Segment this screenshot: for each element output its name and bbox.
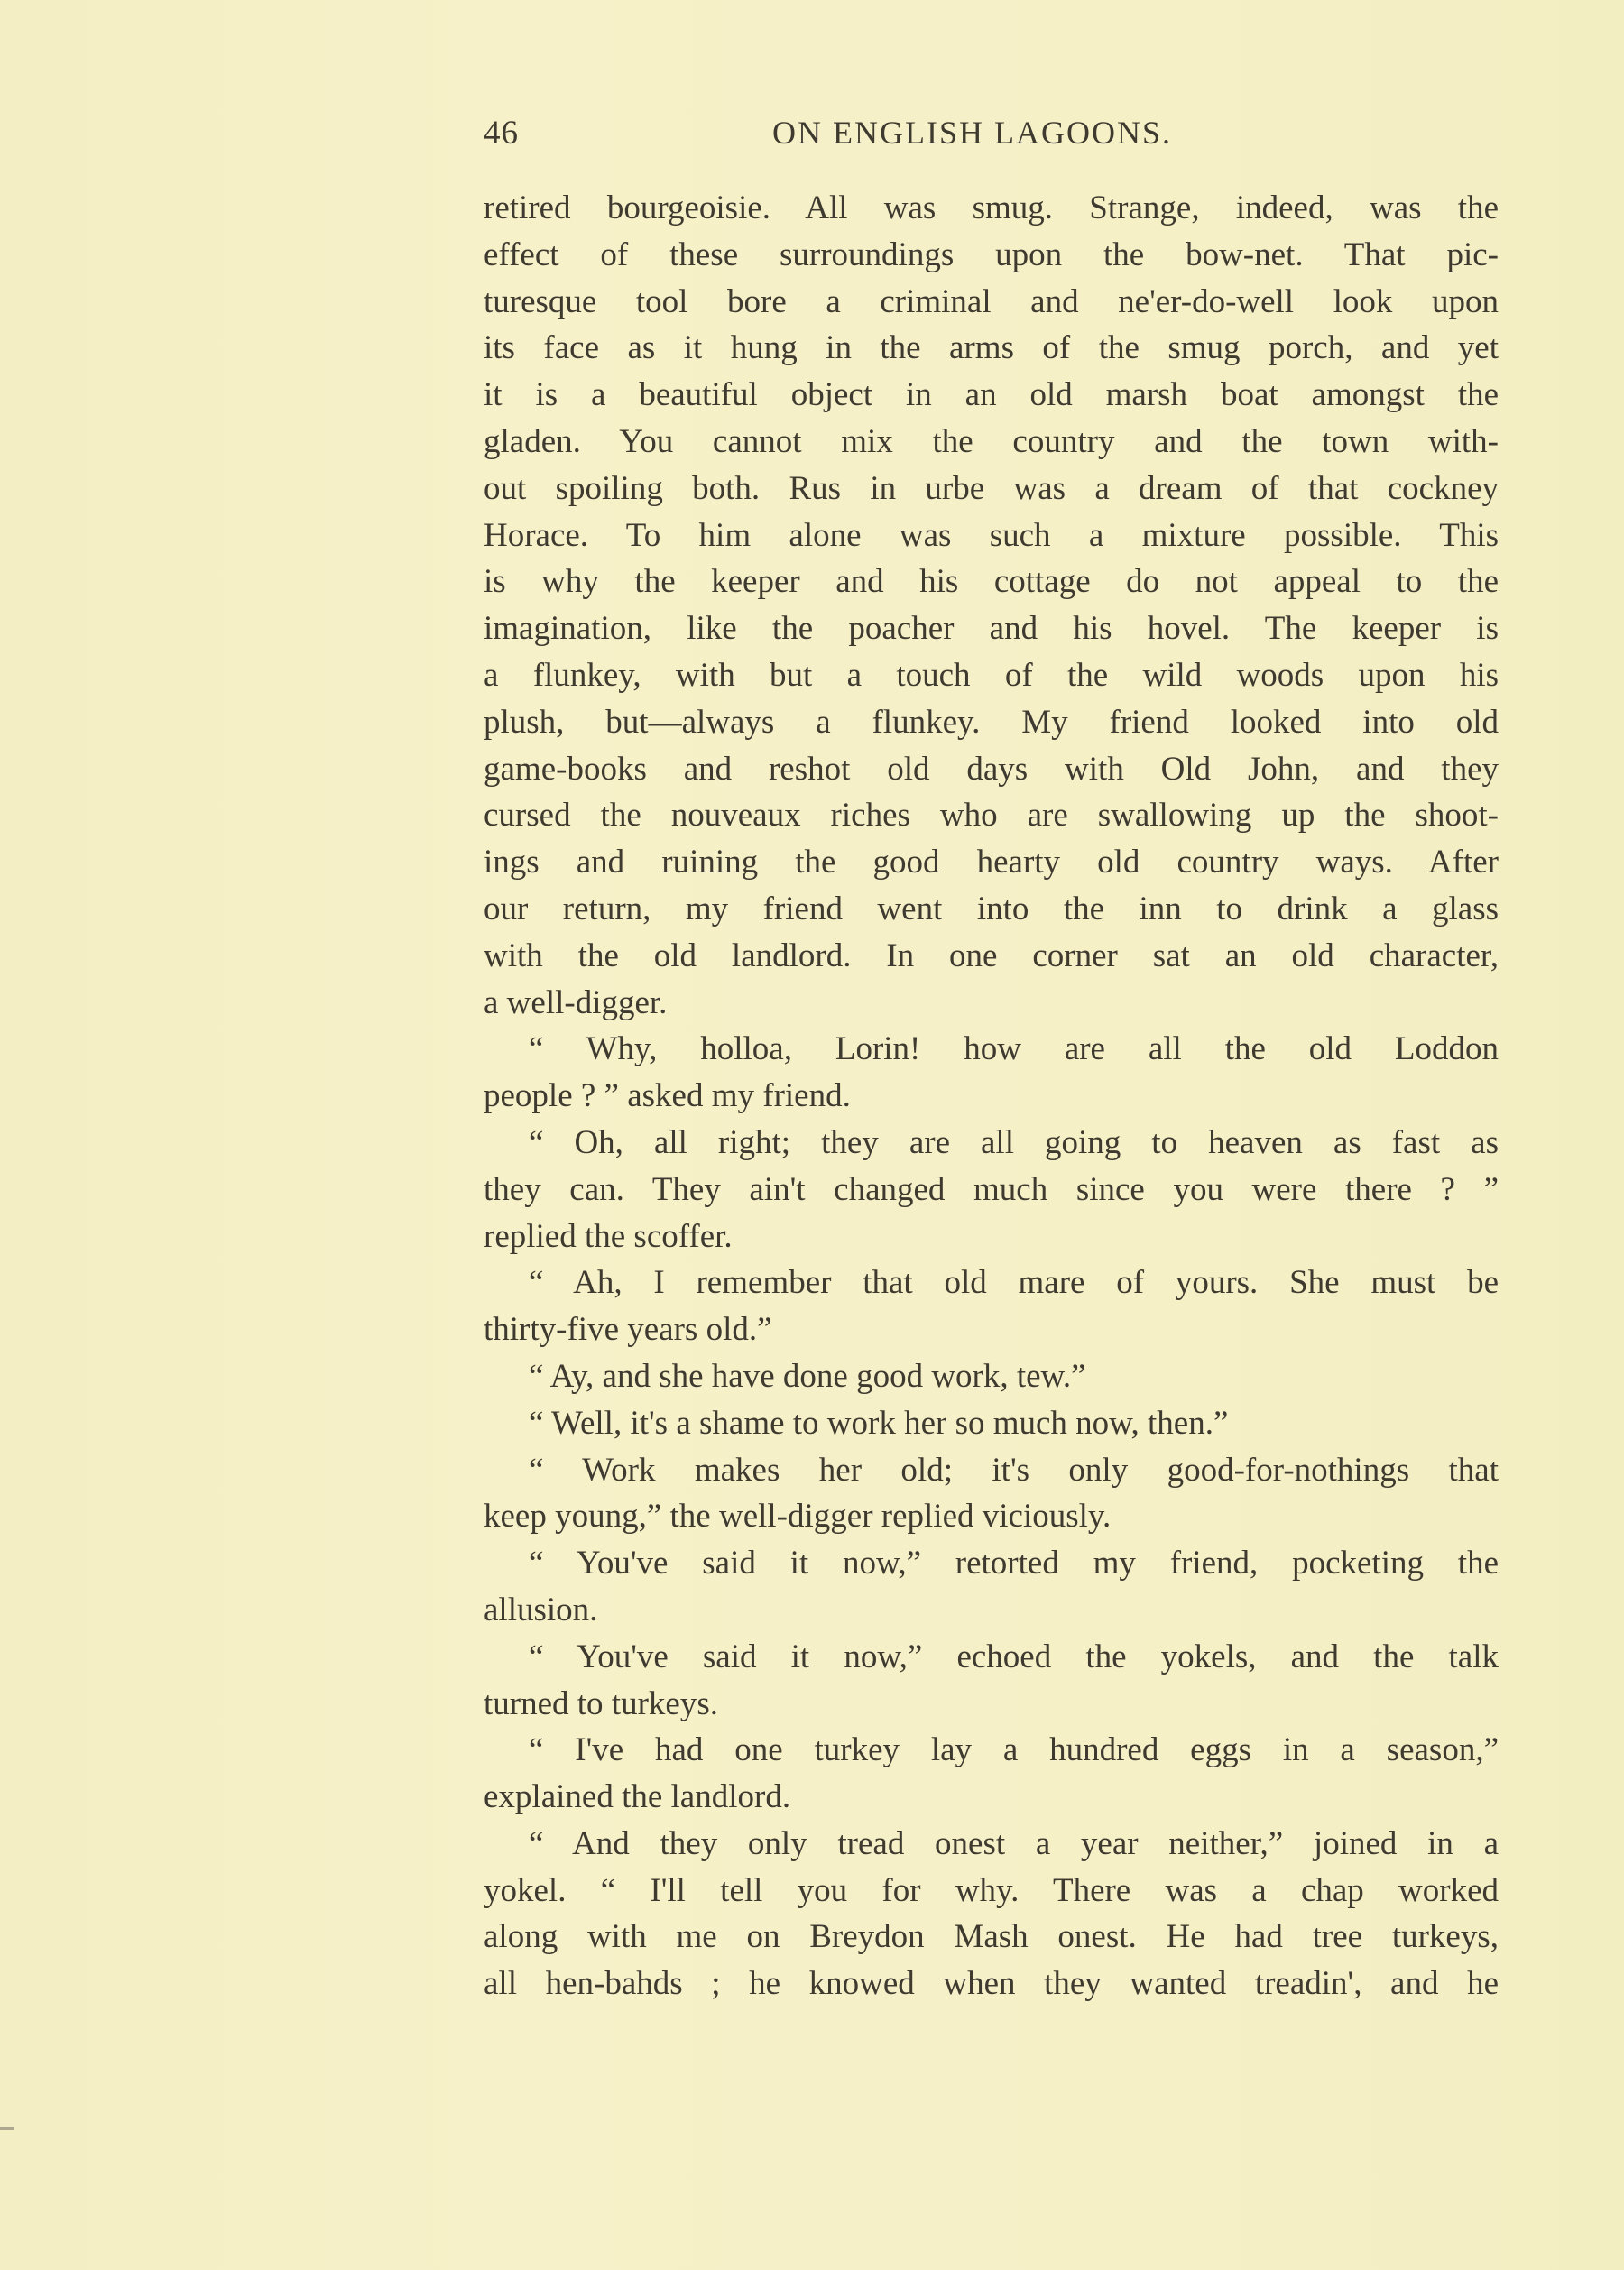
text-line: game-books and reshot old days with Old John, and they xyxy=(484,750,1499,788)
text-line: yokel. “ I'll tell you for why. There was a chap worked xyxy=(484,1871,1499,1909)
text-line: “ Well, it's a shame to work her so much now, then.” xyxy=(529,1404,1229,1442)
text-line: “ And they only tread onest a year neither,” joined in a xyxy=(529,1824,1499,1862)
text-line: turned to turkeys. xyxy=(484,1684,718,1722)
text-line: keep young,” the well-digger replied viciously. xyxy=(484,1498,1112,1536)
text-line: “ Work makes her old; it's only good-for-nothings that xyxy=(529,1451,1499,1489)
text-line: allusion. xyxy=(484,1591,598,1629)
text-line: “ Ah, I remember that old mare of yours. She must be xyxy=(529,1264,1499,1302)
text-line: replied the scoffer. xyxy=(484,1217,733,1255)
text-line: retired bourgeoisie. All was smug. Strange, indeed, was the xyxy=(484,189,1499,226)
text-line: out spoiling both. Rus in urbe was a dream of that cockney xyxy=(484,469,1499,507)
page-number: 46 xyxy=(484,115,519,152)
text-line: gladen. You cannot mix the country and the town with- xyxy=(484,422,1499,460)
text-line: our return, my friend went into the inn to drink a glass xyxy=(484,890,1499,927)
text-line: with the old landlord. In one corner sat an old character, xyxy=(484,937,1499,974)
text-line: “ You've said it now,” echoed the yokels, and the talk xyxy=(529,1638,1499,1675)
text-line: explained the landlord. xyxy=(484,1778,791,1816)
text-line: ings and ruining the good hearty old country ways. After xyxy=(484,844,1499,881)
text-line: they can. They ain't changed much since you were there ? ” xyxy=(484,1170,1499,1208)
text-line: “ Ay, and she have done good work, tew.” xyxy=(529,1357,1086,1395)
text-line: “ Oh, all right; they are all going to heaven as fast as xyxy=(529,1123,1499,1161)
text-line: along with me on Breydon Mash onest. He had tree turkeys, xyxy=(484,1918,1499,1956)
text-line: plush, but—always a flunkey. My friend looked into old xyxy=(484,703,1499,741)
text-line: its face as it hung in the arms of the smug porch, and yet xyxy=(484,329,1499,367)
text-line: all hen-bahds ; he knowed when they wanted treadin', and he xyxy=(484,1965,1499,2003)
text-line: it is a beautiful object in an old marsh boat amongst the xyxy=(484,376,1499,414)
text-line: thirty-five years old.” xyxy=(484,1311,772,1349)
running-head xyxy=(484,114,1499,159)
text-line: a well-digger. xyxy=(484,983,668,1021)
text-line: effect of these surroundings upon the bow-net. That pic- xyxy=(484,235,1499,273)
text-line: “ Why, holloa, Lorin! how are all the old Loddon xyxy=(529,1030,1499,1068)
text-line: a flunkey, with but a touch of the wild woods upon his xyxy=(484,656,1499,694)
text-line: turesque tool bore a criminal and ne'er-do-well look upon xyxy=(484,282,1499,320)
margin-mark xyxy=(0,2127,14,2130)
running-title: ON ENGLISH LAGOONS. xyxy=(772,115,1172,151)
text-line: “ I've had one turkey lay a hundred eggs in a season,” xyxy=(529,1731,1499,1769)
text-line: is why the keeper and his cottage do not appeal to the xyxy=(484,563,1499,601)
text-line: Horace. To him alone was such a mixture possible. This xyxy=(484,516,1499,554)
text-line: “ You've said it now,” retorted my friend, pocketing the xyxy=(529,1545,1499,1583)
text-line: people ? ” asked my friend. xyxy=(484,1077,851,1115)
text-line: imagination, like the poacher and his hovel. The keeper is xyxy=(484,610,1499,648)
text-line: cursed the nouveaux riches who are swallowing up the shoot- xyxy=(484,797,1499,835)
body-text xyxy=(484,185,1499,2007)
